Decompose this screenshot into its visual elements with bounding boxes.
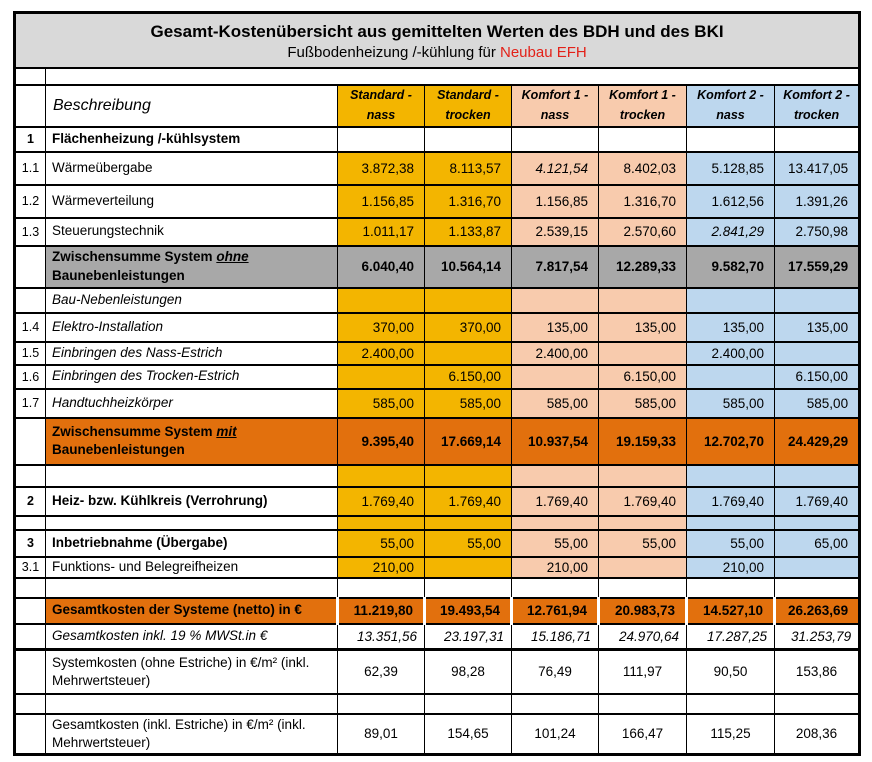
col-header-line: nass — [540, 107, 570, 122]
table-row — [15, 557, 860, 578]
title-cell — [15, 13, 860, 68]
value-cell: 10.564,14 — [425, 246, 512, 288]
value-cell: 1.133,87 — [425, 218, 512, 246]
value-cell: 153,86 — [775, 650, 860, 694]
value-cell — [425, 557, 512, 578]
value-cell: 135,00 — [775, 313, 860, 342]
value-cell — [599, 288, 687, 313]
value-cell: 65,00 — [775, 530, 860, 557]
row-number — [15, 650, 46, 694]
value-cell — [775, 288, 860, 313]
cost-table — [13, 11, 861, 756]
value-cell: 13.351,56 — [338, 624, 425, 650]
value-cell: 9.582,70 — [687, 246, 775, 288]
value-cell: 76,49 — [512, 650, 599, 694]
row-number: 3.1 — [15, 557, 46, 578]
row-label: Steuerungstechnik — [46, 218, 338, 246]
table-row — [15, 313, 860, 342]
value-cell — [425, 288, 512, 313]
subtotal-row-mit — [15, 418, 860, 465]
row-label — [46, 246, 338, 288]
row-number: 1.7 — [15, 389, 46, 418]
value-cell — [687, 465, 775, 487]
value-cell — [775, 557, 860, 578]
value-cell: 12.289,33 — [599, 246, 687, 288]
value-cell — [599, 557, 687, 578]
table-row — [15, 650, 860, 694]
value-cell — [425, 342, 512, 365]
value-cell: 12.761,94 — [512, 598, 599, 624]
value-cell — [338, 578, 425, 598]
value-cell: 1.156,85 — [512, 185, 599, 218]
row-number — [15, 288, 46, 313]
value-cell: 6.150,00 — [425, 365, 512, 389]
spacer-row — [15, 465, 860, 487]
value-cell: 166,47 — [599, 714, 687, 755]
row-label: Gesamtkosten (inkl. Estriche) in €/m² (inkl. Mehrwertsteuer) — [46, 714, 338, 755]
value-cell: 135,00 — [512, 313, 599, 342]
value-cell — [338, 127, 425, 152]
row-label — [46, 516, 338, 530]
value-cell: 585,00 — [599, 389, 687, 418]
table-row — [15, 152, 860, 185]
value-cell: 31.253,79 — [775, 624, 860, 650]
col-header-komfort1-nass — [512, 85, 599, 127]
value-cell: 210,00 — [687, 557, 775, 578]
row-number: 1.5 — [15, 342, 46, 365]
row-label: Bau-Nebenleistungen — [46, 288, 338, 313]
row-number: 1.2 — [15, 185, 46, 218]
value-cell: 3.872,38 — [338, 152, 425, 185]
value-cell — [599, 342, 687, 365]
cost-sheet — [13, 11, 861, 756]
row-label: Inbetriebnahme (Übergabe) — [46, 530, 338, 557]
spacer-cell — [15, 68, 46, 85]
row-number — [15, 714, 46, 755]
value-cell: 154,65 — [425, 714, 512, 755]
value-cell: 370,00 — [425, 313, 512, 342]
label-underlined: mit — [216, 423, 237, 439]
subtotal-row-ohne — [15, 246, 860, 288]
value-cell: 8.113,57 — [425, 152, 512, 185]
spacer-row — [15, 578, 860, 598]
row-label: Systemkosten (ohne Estriche) in €/m² (inkl. Mehrwertsteuer) — [46, 650, 338, 694]
table-row — [15, 185, 860, 218]
row-number: 1 — [15, 127, 46, 152]
value-cell: 13.417,05 — [775, 152, 860, 185]
row-number — [15, 465, 46, 487]
row-number — [15, 694, 46, 714]
value-cell: 1.391,26 — [775, 185, 860, 218]
value-cell — [512, 465, 599, 487]
value-cell: 2.750,98 — [775, 218, 860, 246]
value-cell: 12.702,70 — [687, 418, 775, 465]
col-header-line: Standard - — [437, 88, 499, 103]
row-number — [15, 516, 46, 530]
col-header-line: nass — [366, 107, 396, 122]
value-cell: 8.402,03 — [599, 152, 687, 185]
value-cell: 24.970,64 — [599, 624, 687, 650]
value-cell: 89,01 — [338, 714, 425, 755]
row-label: Wärmeübergabe — [46, 152, 338, 185]
label-part: Zwischensumme System — [52, 423, 217, 439]
value-cell: 1.316,70 — [599, 185, 687, 218]
corner-cell — [15, 85, 46, 127]
value-cell: 210,00 — [512, 557, 599, 578]
col-header-line: nass — [716, 107, 745, 122]
value-cell — [775, 578, 860, 598]
table-row — [15, 714, 860, 755]
value-cell: 585,00 — [512, 389, 599, 418]
value-cell: 26.263,69 — [775, 598, 860, 624]
col-header-line: Komfort 2 - — [697, 88, 764, 103]
row-number: 1.4 — [15, 313, 46, 342]
value-cell — [775, 127, 860, 152]
column-header-row — [15, 85, 860, 127]
row-label: Gesamtkosten der Systeme (netto) in € — [46, 598, 338, 624]
value-cell: 4.121,54 — [512, 152, 599, 185]
subtitle-highlight: Neubau EFH — [500, 44, 587, 62]
value-cell — [599, 578, 687, 598]
table-row — [15, 288, 860, 313]
total-row-brutto — [15, 624, 860, 650]
value-cell — [512, 127, 599, 152]
value-cell — [687, 365, 775, 389]
value-cell: 62,39 — [338, 650, 425, 694]
col-header-line: trocken — [445, 107, 491, 122]
value-cell: 2.400,00 — [338, 342, 425, 365]
value-cell: 1.011,17 — [338, 218, 425, 246]
value-cell: 135,00 — [687, 313, 775, 342]
col-header-line: trocken — [619, 107, 666, 122]
label-underlined: ohne — [216, 249, 249, 265]
row-label: Handtuchheizkörper — [46, 389, 338, 418]
row-label: Elektro-Installation — [46, 313, 338, 342]
value-cell: 2.841,29 — [687, 218, 775, 246]
value-cell: 55,00 — [338, 530, 425, 557]
value-cell: 585,00 — [775, 389, 860, 418]
title-row — [15, 13, 860, 68]
value-cell: 6.150,00 — [775, 365, 860, 389]
value-cell: 370,00 — [338, 313, 425, 342]
value-cell — [425, 516, 512, 530]
value-cell — [687, 288, 775, 313]
col-header-komfort1-trocken — [599, 85, 687, 127]
label-part: Baunebenleistungen — [52, 267, 185, 283]
row-number: 1.3 — [15, 218, 46, 246]
table-row — [15, 487, 860, 516]
value-cell: 24.429,29 — [775, 418, 860, 465]
value-cell: 585,00 — [425, 389, 512, 418]
value-cell: 55,00 — [425, 530, 512, 557]
value-cell — [599, 516, 687, 530]
value-cell — [512, 694, 599, 714]
value-cell: 208,36 — [775, 714, 860, 755]
col-header-komfort2-trocken — [775, 85, 860, 127]
value-cell: 11.219,80 — [338, 598, 425, 624]
value-cell: 2.570,60 — [599, 218, 687, 246]
value-cell: 23.197,31 — [425, 624, 512, 650]
spacer-row — [15, 694, 860, 714]
value-cell — [599, 127, 687, 152]
value-cell — [425, 578, 512, 598]
col-header-line: trocken — [793, 107, 840, 122]
value-cell: 55,00 — [687, 530, 775, 557]
value-cell — [512, 365, 599, 389]
spacer-cell — [46, 68, 860, 85]
value-cell — [687, 127, 775, 152]
spacer-row — [15, 68, 860, 85]
subtitle-text: Fußbodenheizung /-kühlung für — [287, 44, 500, 62]
value-cell: 1.769,40 — [775, 487, 860, 516]
table-row — [15, 218, 860, 246]
col-header-line: Komfort 1 - — [521, 88, 589, 103]
value-cell: 1.769,40 — [599, 487, 687, 516]
value-cell: 1.769,40 — [338, 487, 425, 516]
col-header-line: Standard - — [350, 88, 412, 103]
value-cell: 17.669,14 — [425, 418, 512, 465]
row-number: 1.1 — [15, 152, 46, 185]
value-cell: 1.156,85 — [338, 185, 425, 218]
row-label: Wärmeverteilung — [46, 185, 338, 218]
value-cell: 101,24 — [512, 714, 599, 755]
col-header-line: Komfort 2 - — [783, 88, 850, 103]
value-cell: 1.612,56 — [687, 185, 775, 218]
value-cell — [338, 694, 425, 714]
value-cell — [338, 365, 425, 389]
value-cell — [687, 516, 775, 530]
value-cell: 20.983,73 — [599, 598, 687, 624]
value-cell: 585,00 — [687, 389, 775, 418]
value-cell: 15.186,71 — [512, 624, 599, 650]
table-row — [15, 389, 860, 418]
value-cell — [512, 516, 599, 530]
value-cell — [687, 578, 775, 598]
value-cell — [425, 127, 512, 152]
col-header-standard-nass — [338, 85, 425, 127]
row-number: 2 — [15, 487, 46, 516]
row-number: 3 — [15, 530, 46, 557]
table-row — [15, 342, 860, 365]
row-number — [15, 578, 46, 598]
total-row-netto — [15, 598, 860, 624]
value-cell: 1.769,40 — [687, 487, 775, 516]
value-cell: 2.400,00 — [512, 342, 599, 365]
col-header-standard-trocken — [425, 85, 512, 127]
row-number — [15, 598, 46, 624]
value-cell — [775, 694, 860, 714]
value-cell: 210,00 — [338, 557, 425, 578]
value-cell: 1.769,40 — [425, 487, 512, 516]
value-cell: 6.040,40 — [338, 246, 425, 288]
value-cell — [775, 516, 860, 530]
value-cell: 98,28 — [425, 650, 512, 694]
row-label: Einbringen des Trocken-Estrich — [46, 365, 338, 389]
value-cell — [338, 516, 425, 530]
value-cell: 6.150,00 — [599, 365, 687, 389]
value-cell: 10.937,54 — [512, 418, 599, 465]
value-cell — [338, 288, 425, 313]
value-cell: 585,00 — [338, 389, 425, 418]
row-number — [15, 624, 46, 650]
spacer-row — [15, 516, 860, 530]
value-cell — [775, 342, 860, 365]
value-cell: 1.769,40 — [512, 487, 599, 516]
value-cell: 17.287,25 — [687, 624, 775, 650]
value-cell: 9.395,40 — [338, 418, 425, 465]
row-label — [46, 418, 338, 465]
value-cell: 1.316,70 — [425, 185, 512, 218]
value-cell — [425, 694, 512, 714]
value-cell: 2.400,00 — [687, 342, 775, 365]
value-cell: 90,50 — [687, 650, 775, 694]
value-cell: 135,00 — [599, 313, 687, 342]
value-cell: 2.539,15 — [512, 218, 599, 246]
row-label: Gesamtkosten inkl. 19 % MWSt.in € — [46, 624, 338, 650]
value-cell — [687, 694, 775, 714]
label-part: Baunebenleistungen — [52, 442, 185, 457]
value-cell: 14.527,10 — [687, 598, 775, 624]
value-cell — [512, 578, 599, 598]
label-part: Zwischensumme System — [52, 249, 217, 265]
value-cell: 115,25 — [687, 714, 775, 755]
value-cell — [599, 694, 687, 714]
row-number — [15, 246, 46, 288]
table-row — [15, 127, 860, 152]
value-cell: 55,00 — [512, 530, 599, 557]
value-cell — [775, 465, 860, 487]
row-label — [46, 694, 338, 714]
row-label: Heiz- bzw. Kühlkreis (Verrohrung) — [46, 487, 338, 516]
value-cell: 19.159,33 — [599, 418, 687, 465]
row-number — [15, 418, 46, 465]
value-cell — [599, 465, 687, 487]
page-title: Gesamt-Kostenübersicht aus gemittelten Werten des BDH und des BKI — [150, 22, 724, 42]
value-cell: 111,97 — [599, 650, 687, 694]
table-row — [15, 530, 860, 557]
row-label: Funktions- und Belegreifheizen — [46, 557, 338, 578]
value-cell: 55,00 — [599, 530, 687, 557]
value-cell: 7.817,54 — [512, 246, 599, 288]
col-header-line: Komfort 1 - — [609, 88, 676, 103]
value-cell — [338, 465, 425, 487]
value-cell — [425, 465, 512, 487]
row-number: 1.6 — [15, 365, 46, 389]
table-row — [15, 365, 860, 389]
value-cell — [512, 288, 599, 313]
row-label: Flächenheizung /-kühlsystem — [46, 127, 338, 152]
description-header: Beschreibung — [46, 85, 338, 127]
value-cell: 19.493,54 — [425, 598, 512, 624]
page-subtitle — [16, 42, 858, 61]
value-cell: 5.128,85 — [687, 152, 775, 185]
row-label — [46, 578, 338, 598]
value-cell: 17.559,29 — [775, 246, 860, 288]
row-label: Einbringen des Nass-Estrich — [46, 342, 338, 365]
col-header-komfort2-nass — [687, 85, 775, 127]
row-label — [46, 465, 338, 487]
